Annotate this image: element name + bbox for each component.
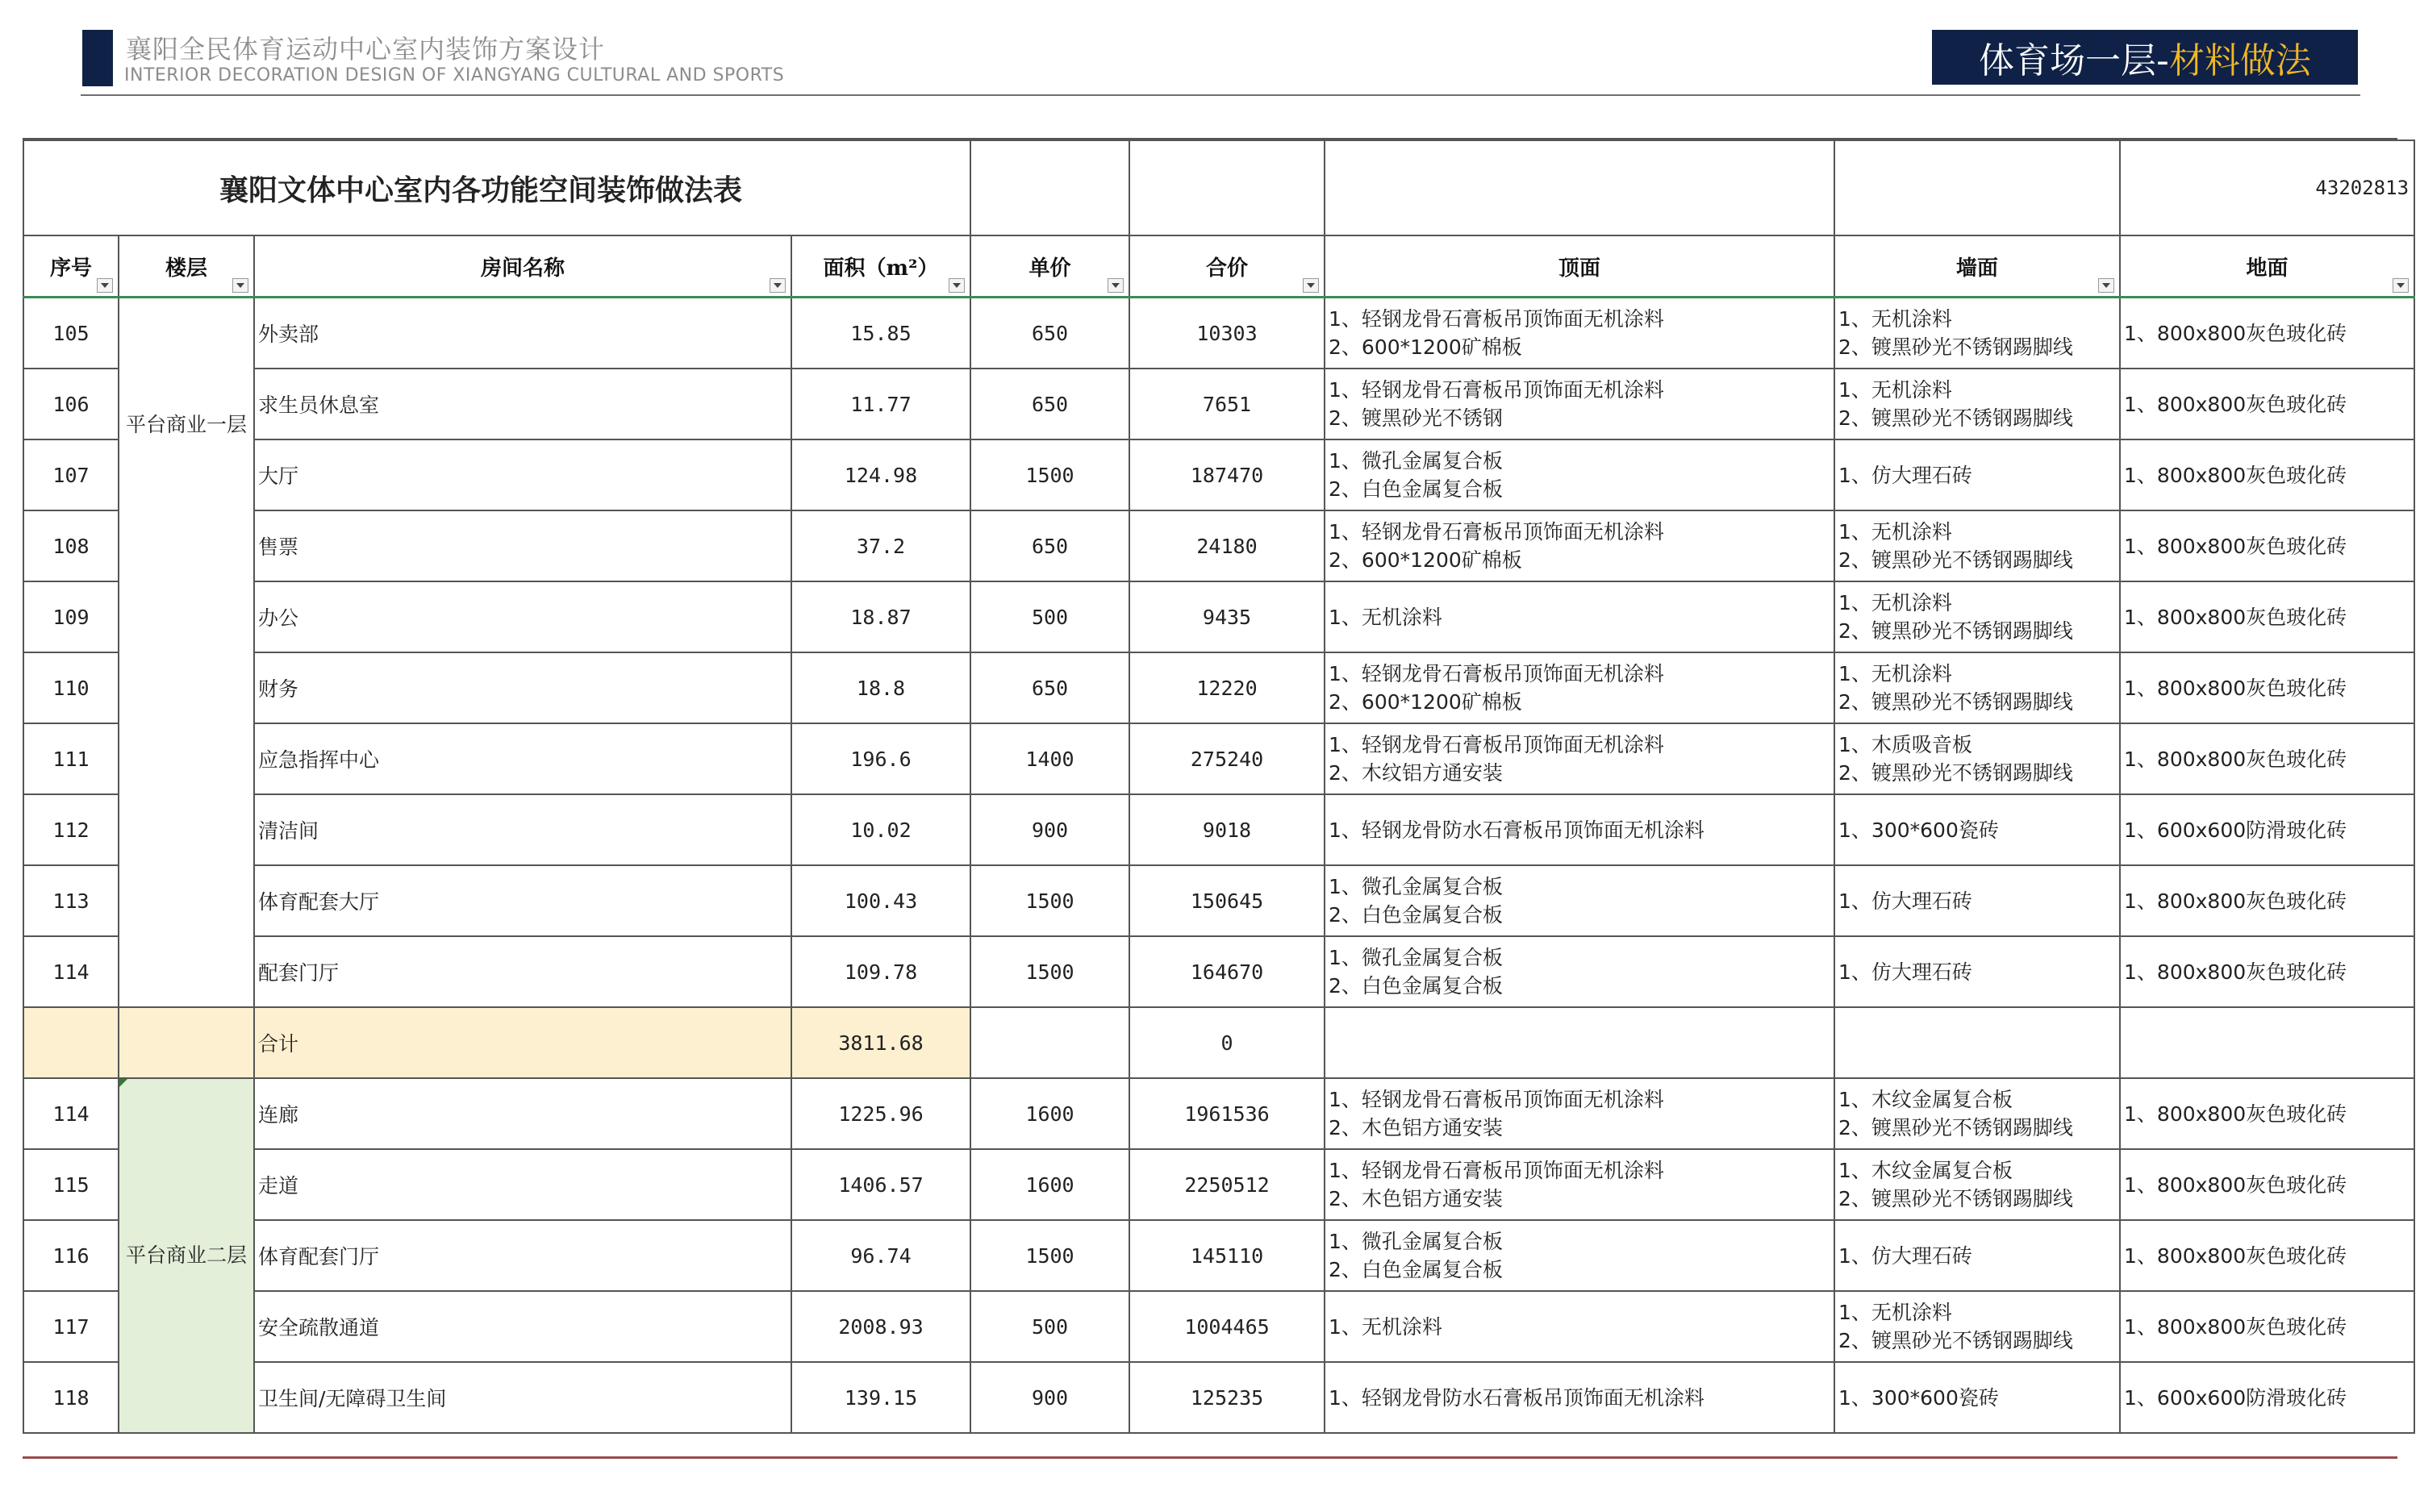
cell-unit-price: 1400	[970, 723, 1129, 794]
table-row	[23, 1149, 2414, 1220]
table-row	[23, 298, 2414, 369]
cell-floor-finish: 1、800x800灰色玻化砖	[2120, 936, 2414, 1007]
cell-floor-finish: 1、800x800灰色玻化砖	[2120, 1291, 2414, 1362]
cell-wall	[1834, 1078, 2120, 1149]
cell-unit-price: 650	[970, 298, 1129, 369]
cell-ceiling-line: 2、600*1200矿棉板	[1329, 690, 1522, 714]
cell-ceiling	[1325, 369, 1834, 439]
column-header-label: 墙面	[1956, 256, 1999, 281]
subtotal-empty	[2120, 1007, 2414, 1078]
table-row	[23, 794, 2414, 865]
cell-ceiling-line: 1、轻钢龙骨石膏板吊顶饰面无机涂料	[1329, 378, 1664, 402]
table-title-row	[23, 140, 2414, 235]
cell-wall	[1834, 1149, 2120, 1220]
cell-room-name: 走道	[254, 1149, 791, 1220]
subtotal-label: 合计	[254, 1007, 791, 1078]
header-divider	[81, 94, 2360, 96]
cell-area: 15.85	[791, 298, 970, 369]
cell-ceiling-line: 2、600*1200矿棉板	[1329, 548, 1522, 572]
column-header	[254, 235, 791, 298]
cell-floor-finish: 1、800x800灰色玻化砖	[2120, 723, 2414, 794]
cell-wall	[1834, 298, 2120, 369]
cell-area: 196.6	[791, 723, 970, 794]
subtotal-empty	[119, 1007, 254, 1078]
cell-ceiling-line: 2、600*1200矿棉板	[1329, 335, 1522, 359]
subtotal-area: 3811.68	[791, 1007, 970, 1078]
column-header	[1129, 235, 1325, 298]
cell-wall-line: 2、镀黑砂光不锈钢踢脚线	[1838, 690, 2073, 714]
cell-room-name: 办公	[254, 581, 791, 652]
cell-wall-line: 2、镀黑砂光不锈钢踢脚线	[1838, 335, 2073, 359]
cell-ceiling-line: 1、微孔金属复合板	[1329, 946, 1503, 969]
column-header	[1834, 235, 2120, 298]
cell-wall-line: 2、镀黑砂光不锈钢踢脚线	[1838, 619, 2073, 643]
cell-wall	[1834, 794, 2120, 865]
cell-floor-finish: 1、800x800灰色玻化砖	[2120, 652, 2414, 723]
cell-wall-line: 1、木纹金属复合板	[1838, 1159, 2013, 1182]
filter-dropdown-icon[interactable]	[97, 278, 113, 293]
cell-ceiling	[1325, 510, 1834, 581]
column-header-label: 面积（m²）	[823, 256, 939, 281]
cell-ceiling-line: 1、轻钢龙骨石膏板吊顶饰面无机涂料	[1329, 1159, 1664, 1182]
cell-ceiling-line: 1、轻钢龙骨石膏板吊顶饰面无机涂料	[1329, 1088, 1664, 1111]
filter-dropdown-icon[interactable]	[1108, 278, 1124, 293]
cell-area: 109.78	[791, 936, 970, 1007]
cell-ceiling	[1325, 723, 1834, 794]
cell-room-name: 财务	[254, 652, 791, 723]
cell-floor-finish: 1、800x800灰色玻化砖	[2120, 369, 2414, 439]
table-row	[23, 652, 2414, 723]
cell-ceiling	[1325, 298, 1834, 369]
cell-unit-price: 1500	[970, 865, 1129, 936]
cell-ceiling-line: 1、微孔金属复合板	[1329, 875, 1503, 898]
cell-unit-price: 650	[970, 510, 1129, 581]
cell-wall	[1834, 439, 2120, 510]
cell-total: 9435	[1129, 581, 1325, 652]
cell-wall-line: 1、无机涂料	[1838, 520, 1952, 544]
cell-ceiling	[1325, 652, 1834, 723]
cell-wall-line: 1、无机涂料	[1838, 307, 1952, 331]
cell-unit-price: 500	[970, 581, 1129, 652]
cell-area: 18.8	[791, 652, 970, 723]
section-badge-highlight: 材料做法	[2168, 40, 2311, 81]
cell-unit-price: 500	[970, 1291, 1129, 1362]
column-header	[791, 235, 970, 298]
cell-wall-line: 1、木纹金属复合板	[1838, 1088, 2013, 1111]
cell-ceiling-line: 1、无机涂料	[1329, 1314, 1442, 1339]
cell-wall-line: 1、300*600瓷砖	[1838, 1385, 1999, 1410]
cell-room-name: 大厅	[254, 439, 791, 510]
cell-total: 1004465	[1129, 1291, 1325, 1362]
cell-no: 111	[23, 723, 119, 794]
cell-total: 145110	[1129, 1220, 1325, 1291]
cell-wall	[1834, 369, 2120, 439]
cell-unit-price: 1600	[970, 1149, 1129, 1220]
cell-total: 150645	[1129, 865, 1325, 936]
cell-wall	[1834, 865, 2120, 936]
filter-dropdown-icon[interactable]	[2098, 278, 2114, 293]
cell-area: 1225.96	[791, 1078, 970, 1149]
cell-floor-finish: 1、800x800灰色玻化砖	[2120, 298, 2414, 369]
cell-ceiling	[1325, 1078, 1834, 1149]
cell-ceiling-line: 2、白色金属复合板	[1329, 974, 1503, 998]
cell-total: 10303	[1129, 298, 1325, 369]
column-header-label: 序号	[49, 256, 92, 281]
filter-dropdown-icon[interactable]	[2393, 278, 2409, 293]
cell-unit-price: 1500	[970, 1220, 1129, 1291]
cell-ceiling-line: 1、微孔金属复合板	[1329, 1230, 1503, 1253]
table-row	[23, 1078, 2414, 1149]
cell-ceiling	[1325, 439, 1834, 510]
cell-wall-line: 1、仿大理石砖	[1838, 889, 1972, 913]
cell-ceiling	[1325, 936, 1834, 1007]
cell-unit-price: 1500	[970, 936, 1129, 1007]
floor-label-text: 平台商业二层	[125, 1243, 247, 1267]
cell-total: 2250512	[1129, 1149, 1325, 1220]
cell-unit-price: 650	[970, 652, 1129, 723]
cell-unit-price: 900	[970, 794, 1129, 865]
cell-floor-finish: 1、800x800灰色玻化砖	[2120, 865, 2414, 936]
section-badge	[1932, 30, 2358, 85]
cell-wall-line: 2、镀黑砂光不锈钢踢脚线	[1838, 548, 2073, 572]
table-row	[23, 581, 2414, 652]
cell-ceiling-line: 2、木纹铝方通安装	[1329, 761, 1503, 785]
cell-wall	[1834, 1362, 2120, 1433]
cell-no: 109	[23, 581, 119, 652]
cell-room-name: 体育配套大厅	[254, 865, 791, 936]
cell-ceiling	[1325, 865, 1834, 936]
filter-dropdown-icon[interactable]	[1303, 278, 1319, 293]
column-header-label: 房间名称	[480, 256, 565, 281]
floor-label-1	[119, 298, 254, 1008]
cell-no: 116	[23, 1220, 119, 1291]
column-header-label: 顶面	[1558, 256, 1601, 281]
cell-unit-price: 1600	[970, 1078, 1129, 1149]
subtotal-empty	[1834, 1007, 2120, 1078]
table-row	[23, 510, 2414, 581]
cell-total: 187470	[1129, 439, 1325, 510]
cell-ceiling-line: 1、轻钢龙骨防水石膏板吊顶饰面无机涂料	[1329, 818, 1704, 842]
cell-no: 110	[23, 652, 119, 723]
cell-total: 125235	[1129, 1362, 1325, 1433]
cell-room-name: 应急指挥中心	[254, 723, 791, 794]
subtotal-empty	[970, 1007, 1129, 1078]
cell-ceiling-line: 1、轻钢龙骨防水石膏板吊顶饰面无机涂料	[1329, 1385, 1704, 1410]
cell-unit-price: 650	[970, 369, 1129, 439]
cell-area: 11.77	[791, 369, 970, 439]
cell-area: 1406.57	[791, 1149, 970, 1220]
cell-area: 18.87	[791, 581, 970, 652]
cell-no: 117	[23, 1291, 119, 1362]
cell-wall-line: 1、仿大理石砖	[1838, 1243, 1972, 1268]
subtotal-empty	[23, 1007, 119, 1078]
cell-room-name: 体育配套门厅	[254, 1220, 791, 1291]
cell-floor-finish: 1、800x800灰色玻化砖	[2120, 439, 2414, 510]
cell-area: 37.2	[791, 510, 970, 581]
cell-ceiling	[1325, 1362, 1834, 1433]
decoration-table-container	[23, 138, 2410, 1458]
header-title-en: INTERIOR DECORATION DESIGN OF XIANGYANG CULTURAL AND SPORTS	[124, 65, 785, 85]
cell-ceiling	[1325, 794, 1834, 865]
cell-room-name: 外卖部	[254, 298, 791, 369]
table-row	[23, 723, 2414, 794]
cell-ceiling-line: 2、白色金属复合板	[1329, 1258, 1503, 1281]
cell-room-name: 卫生间/无障碍卫生间	[254, 1362, 791, 1433]
cell-total: 24180	[1129, 510, 1325, 581]
table-row	[23, 369, 2414, 439]
cell-ceiling-line: 1、轻钢龙骨石膏板吊顶饰面无机涂料	[1329, 520, 1664, 544]
cell-no: 108	[23, 510, 119, 581]
cell-floor-finish: 1、800x800灰色玻化砖	[2120, 1149, 2414, 1220]
cell-no: 115	[23, 1149, 119, 1220]
cell-ceiling-line: 2、白色金属复合板	[1329, 477, 1503, 501]
subtotal-empty	[1325, 1007, 1834, 1078]
header-logo-bar	[82, 30, 113, 86]
cell-room-name: 清洁间	[254, 794, 791, 865]
cell-wall-line: 2、镀黑砂光不锈钢踢脚线	[1838, 1329, 2073, 1352]
filter-dropdown-icon[interactable]	[232, 278, 248, 293]
cell-wall-line: 2、镀黑砂光不锈钢踢脚线	[1838, 1187, 2073, 1210]
column-header	[23, 235, 119, 298]
cell-no: 114	[23, 936, 119, 1007]
cell-wall	[1834, 581, 2120, 652]
column-header	[970, 235, 1129, 298]
table-row	[23, 439, 2414, 510]
cell-no: 113	[23, 865, 119, 936]
cell-ceiling	[1325, 1291, 1834, 1362]
column-header-label: 单价	[1028, 256, 1071, 281]
cell-comment-marker	[119, 1079, 127, 1087]
cell-no: 107	[23, 439, 119, 510]
cell-floor-finish: 1、800x800灰色玻化砖	[2120, 1078, 2414, 1149]
cell-room-name: 售票	[254, 510, 791, 581]
cell-ceiling-line: 1、轻钢龙骨石膏板吊顶饰面无机涂料	[1329, 733, 1664, 756]
cell-wall-line: 1、无机涂料	[1838, 1301, 1952, 1324]
header-title-cn: 襄阳全民体育运动中心室内装饰方案设计	[126, 34, 606, 65]
cell-ceiling-line: 1、无机涂料	[1329, 605, 1442, 629]
cell-total: 275240	[1129, 723, 1325, 794]
cell-no: 112	[23, 794, 119, 865]
cell-floor-finish: 1、600x600防滑玻化砖	[2120, 1362, 2414, 1433]
cell-total: 9018	[1129, 794, 1325, 865]
filter-dropdown-icon[interactable]	[770, 278, 786, 293]
column-header-label: 合价	[1206, 256, 1249, 281]
cell-wall-line: 1、300*600瓷砖	[1838, 818, 1999, 842]
cell-wall-line: 1、仿大理石砖	[1838, 960, 1972, 984]
table-row	[23, 865, 2414, 936]
table-row	[23, 1362, 2414, 1433]
cell-ceiling-line: 1、轻钢龙骨石膏板吊顶饰面无机涂料	[1329, 307, 1664, 331]
cell-ceiling-line: 1、微孔金属复合板	[1329, 449, 1503, 473]
cell-ceiling-line: 2、镀黑砂光不锈钢	[1329, 406, 1503, 430]
table-row	[23, 936, 2414, 1007]
cell-area: 124.98	[791, 439, 970, 510]
cell-wall-line: 1、仿大理石砖	[1838, 463, 1972, 487]
cell-unit-price: 900	[970, 1362, 1129, 1433]
cell-wall-line: 1、无机涂料	[1838, 662, 1952, 685]
cell-area: 10.02	[791, 794, 970, 865]
cell-ceiling-line: 1、轻钢龙骨石膏板吊顶饰面无机涂料	[1329, 662, 1664, 685]
cell-ceiling	[1325, 581, 1834, 652]
table-header-row	[23, 235, 2414, 298]
cell-no: 118	[23, 1362, 119, 1433]
cell-unit-price: 1500	[970, 439, 1129, 510]
cell-wall-line: 1、木质吸音板	[1838, 733, 1972, 756]
cell-wall	[1834, 936, 2120, 1007]
cell-wall	[1834, 1291, 2120, 1362]
cell-wall-line: 2、镀黑砂光不锈钢踢脚线	[1838, 1116, 2073, 1139]
column-header	[119, 235, 254, 298]
cell-wall	[1834, 652, 2120, 723]
cell-room-name: 安全疏散通道	[254, 1291, 791, 1362]
table-title: 襄阳文体中心室内各功能空间装饰做法表	[23, 140, 970, 235]
cell-total: 164670	[1129, 936, 1325, 1007]
cell-no: 105	[23, 298, 119, 369]
floor-label-text: 平台商业一层	[125, 413, 247, 436]
cell-room-name: 连廊	[254, 1078, 791, 1149]
column-header-label: 楼层	[165, 256, 207, 281]
column-header-label: 地面	[2246, 256, 2289, 281]
cell-area: 139.15	[791, 1362, 970, 1433]
cell-room-name: 配套门厅	[254, 936, 791, 1007]
floor-label-2	[119, 1078, 254, 1433]
cell-no: 114	[23, 1078, 119, 1149]
cell-total: 12220	[1129, 652, 1325, 723]
cell-floor-finish: 1、800x800灰色玻化砖	[2120, 1220, 2414, 1291]
cell-wall-line: 1、无机涂料	[1838, 378, 1952, 402]
cell-area: 100.43	[791, 865, 970, 936]
table-row	[23, 1220, 2414, 1291]
cell-ceiling	[1325, 1220, 1834, 1291]
cell-floor-finish: 1、800x800灰色玻化砖	[2120, 581, 2414, 652]
cell-area: 96.74	[791, 1220, 970, 1291]
filter-dropdown-icon[interactable]	[949, 278, 965, 293]
cell-wall-line: 1、无机涂料	[1838, 591, 1952, 614]
cell-ceiling	[1325, 1149, 1834, 1220]
cell-ceiling-line: 2、白色金属复合板	[1329, 903, 1503, 927]
cell-wall-line: 2、镀黑砂光不锈钢踢脚线	[1838, 761, 2073, 785]
table-row	[23, 1291, 2414, 1362]
cell-no: 106	[23, 369, 119, 439]
cell-wall-line: 2、镀黑砂光不锈钢踢脚线	[1838, 406, 2073, 430]
cell-ceiling-line: 2、木色铝方通安装	[1329, 1116, 1503, 1139]
subtotal-row	[23, 1007, 2414, 1078]
section-badge-main: 体育场一层-	[1979, 40, 2169, 81]
cell-room-name: 求生员休息室	[254, 369, 791, 439]
subtotal-total: 0	[1129, 1007, 1325, 1078]
cell-wall	[1834, 723, 2120, 794]
cell-total: 1961536	[1129, 1078, 1325, 1149]
cell-area: 2008.93	[791, 1291, 970, 1362]
cell-floor-finish: 1、800x800灰色玻化砖	[2120, 510, 2414, 581]
cell-ceiling-line: 2、木色铝方通安装	[1329, 1187, 1503, 1210]
column-header	[2120, 235, 2414, 298]
cell-total: 7651	[1129, 369, 1325, 439]
cell-floor-finish: 1、600x600防滑玻化砖	[2120, 794, 2414, 865]
cell-wall	[1834, 510, 2120, 581]
column-header	[1325, 235, 1834, 298]
decoration-table	[23, 140, 2415, 1434]
table-code: 43202813	[2120, 140, 2414, 235]
cell-wall	[1834, 1220, 2120, 1291]
table-bottom-rule	[23, 1456, 2397, 1459]
